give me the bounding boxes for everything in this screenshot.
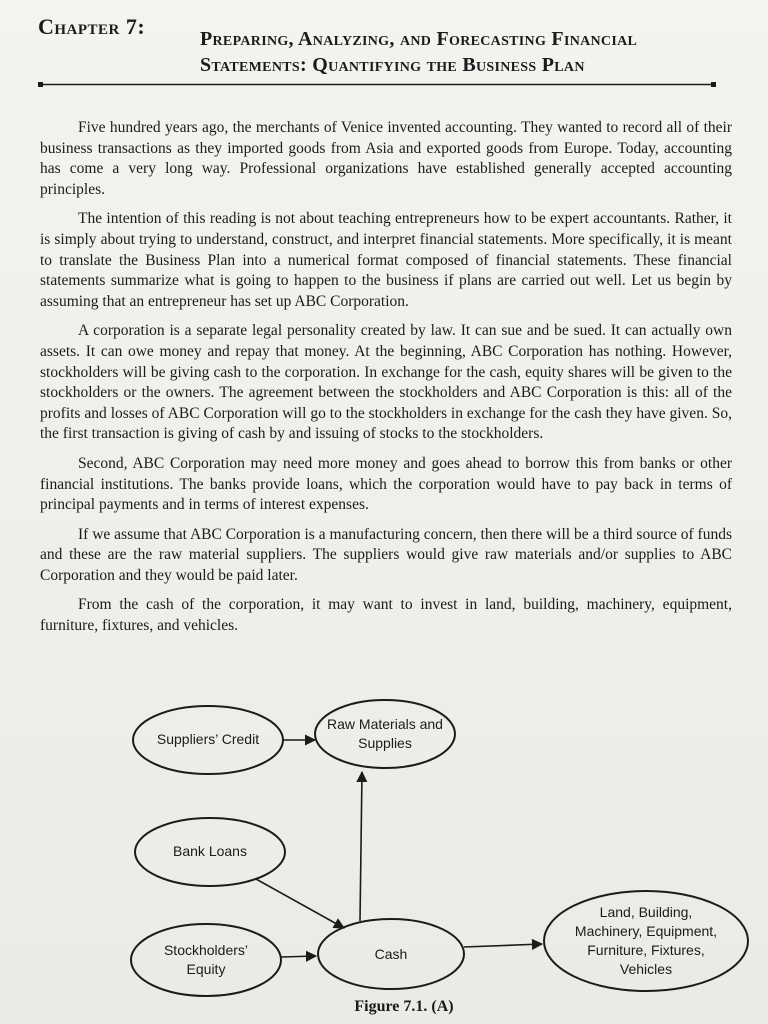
label-line: Suppliers’ Credit: [156, 731, 260, 747]
chapter-number: Chapter 7:: [38, 14, 146, 39]
chapter-title: Preparing, Analyzing, and Forecasting Financial Statements: Quantifying the Business Plan: [200, 28, 638, 76]
label-line: Raw Materials and: [327, 716, 443, 732]
paragraph: Second, ABC Corporation may need more money and goes ahead to borrow this from banks or other financial institutions. The banks provide loans, which the corporation would have to pay back in terms of principal payments and in terms of interest expenses.: [40, 454, 732, 514]
label-line: Stockholders’: [163, 942, 249, 958]
label-line: Supplies: [358, 735, 412, 751]
arrow-bank-loans-to-cash: [256, 879, 344, 928]
fixed-assets-label: [548, 903, 744, 979]
figure-caption: Figure 7.1. (A): [354, 998, 454, 1015]
label-line: Cash: [374, 946, 408, 962]
label-line: Bank Loans: [173, 843, 247, 859]
bank-loans-label: [140, 842, 280, 861]
body-text: [40, 118, 732, 646]
label-line: Furniture, Fixtures,: [587, 942, 705, 958]
suppliers-credit-label: [138, 730, 278, 749]
raw-materials-label: [315, 715, 455, 753]
arrow-cash-to-raw-materials: [360, 772, 362, 921]
header-rule: [38, 82, 716, 90]
paragraph: Five hundred years ago, the merchants of Venice invented accounting. They wanted to record all of their business transactions as they imported goods from Asia and exported goods from Europe. Today, accounting has come a very long way. Professional organizations have established generally accepted accounting principles.: [40, 119, 732, 198]
label-line: Vehicles: [619, 961, 673, 977]
paragraph: From the cash of the corporation, it may want to invest in land, building, machinery, equipment, furniture, fixtures, and vehicles.: [40, 596, 732, 635]
label-line: Equity: [186, 961, 226, 977]
arrow-cash-to-fixed-assets: [464, 944, 542, 947]
paragraph: The intention of this reading is not about teaching entrepreneurs how to be expert accountants. Rather, it is simply about trying to understand, construct, and interpret financial statements. More specifically, it is meant to translate the Business Plan into a numerical format composed of financial statements. These financial statements summarize what is going to happen to the business if plans are carried out well. Let us begin by assuming that an entrepreneur has set up ABC Corporation.: [40, 210, 732, 310]
paragraph: A corporation is a separate legal personality created by law. It can sue and be sued. It can actually own assets. It can owe money and repay that money. At the beginning, ABC Corporation has nothing. However, stockholders will be giving cash to the corporation. In exchange for the cash, equity shares will be given to the stockholders or the owners. The agreement between the stockholders and ABC Corporation is this: all of the profits and losses of ABC Corporation will go to the stockholders in exchange for the cash they have given. So, the first transaction is giving of cash by and issuing of stocks to the stockholders.: [40, 322, 732, 443]
cash-label: [331, 945, 451, 964]
paragraph: If we assume that ABC Corporation is a manufacturing concern, then there will be a third source of funds and these are the raw material suppliers. The suppliers would give raw materials and/or supplies to ABC Corporation and they would be paid later.: [40, 525, 732, 584]
label-line: Land, Building,: [599, 904, 693, 920]
label-line: Machinery, Equipment,: [574, 923, 718, 939]
stockholders-equity-label: [136, 941, 276, 979]
arrow-equity-to-cash: [281, 956, 316, 957]
funds-flow-figure: [0, 690, 768, 1024]
